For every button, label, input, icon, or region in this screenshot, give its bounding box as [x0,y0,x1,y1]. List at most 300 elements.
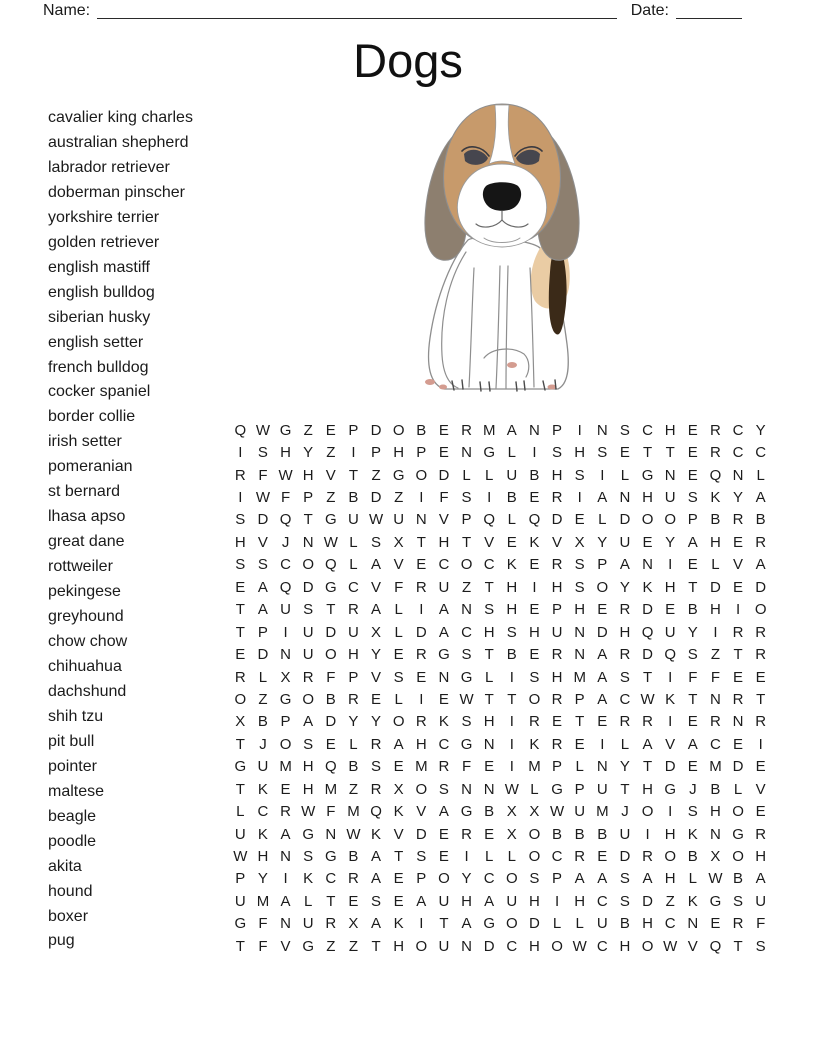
grid-letter: H [506,578,518,596]
grid-letter: V [325,466,336,484]
grid-letter: P [280,713,291,731]
grid-letter: R [348,601,359,619]
grid-letter: U [619,825,631,843]
grid-letter: Z [348,780,359,798]
grid-letter: T [642,668,653,686]
grid-letter: Y [257,870,268,888]
grid-letter: A [687,533,698,551]
grid-letter: R [574,848,586,866]
grid-letter: N [483,735,495,753]
grid-letter: R [551,690,563,708]
grid-letter: A [371,556,382,574]
grid-letter: Q [528,511,541,529]
grid-letter: K [371,825,382,843]
grid-letter: I [419,915,424,933]
grid-letter: E [438,421,449,439]
grid-letter: H [438,533,450,551]
grid-letter: T [507,690,517,708]
grid-letter: E [687,421,698,439]
grid-letter: I [577,421,582,439]
grid-letter: G [302,825,315,843]
grid-letter: C [325,870,337,888]
word-item: irish setter [48,433,122,451]
grid-letter: W [368,511,384,529]
word-list [48,106,238,954]
grid-letter: H [710,601,721,619]
grid-letter: R [415,713,427,731]
grid-letter: L [485,668,494,686]
word-item: english mastiff [48,258,150,276]
grid-letter: H [642,489,653,507]
grid-letter: H [529,937,540,955]
grid-letter: B [348,848,359,866]
grid-letter: D [415,825,427,843]
grid-letter: K [529,735,540,753]
word-item: chow chow [48,633,128,651]
grid-letter: E [733,533,744,551]
grid-letter: L [620,466,630,484]
grid-letter: N [302,533,314,551]
grid-letter: L [756,466,765,484]
grid-letter: T [665,444,675,462]
grid-letter: X [393,533,404,551]
grid-letter: W [346,825,361,843]
grid-letter: H [574,892,586,910]
grid-letter: U [393,511,405,529]
grid-letter: L [258,668,268,686]
grid-letter: U [348,623,359,641]
grid-letter: S [235,556,246,574]
grid-letter: D [642,646,653,664]
grid-letter: E [280,780,291,798]
grid-letter: M [709,758,722,776]
grid-letter: S [257,556,268,574]
grid-letter: U [257,758,269,776]
grid-letter: D [596,623,608,641]
grid-letter: O [732,803,744,821]
grid-letter: A [619,556,630,574]
grid-letter: H [574,444,586,462]
grid-letter: A [438,623,449,641]
grid-letter: H [393,937,405,955]
grid-letter: M [324,780,338,798]
grid-letter: E [755,803,766,821]
beagle-illustration [412,100,592,400]
grid-letter: F [756,915,766,933]
grid-letter: Z [710,646,721,664]
grid-letter: L [236,803,245,821]
grid-letter: S [235,511,246,529]
grid-letter: A [303,713,314,731]
grid-letter: I [577,489,582,507]
grid-letter: D [642,601,653,619]
grid-letter: G [234,758,247,776]
grid-letter: H [664,421,676,439]
grid-letter: T [371,937,381,955]
grid-letter: K [642,578,653,596]
grid-letter: K [687,825,698,843]
grid-letter: J [689,780,697,798]
grid-letter: N [642,556,653,574]
grid-letter: T [235,780,245,798]
grid-letter: F [258,915,268,933]
grid-letter: U [619,533,631,551]
grid-letter: W [459,690,474,708]
grid-letter: W [640,690,655,708]
grid-letter: B [257,713,268,731]
grid-letter: E [665,601,676,619]
grid-letter: K [257,780,268,798]
grid-letter: G [732,825,744,843]
grid-letter: T [461,533,472,551]
grid-letter: U [506,466,518,484]
grid-letter: E [733,668,744,686]
grid-letter: E [642,533,653,551]
grid-letter: W [663,937,678,955]
grid-letter: N [461,444,472,462]
grid-letter: E [393,758,404,776]
grid-letter: T [394,848,404,866]
grid-letter: L [349,735,358,753]
grid-letter: H [664,578,676,596]
word-item: chihuahua [48,657,122,675]
grid-letter: I [351,444,356,462]
grid-letter: E [755,668,766,686]
grid-letter: N [574,623,586,641]
grid-letter: U [664,489,676,507]
grid-letter: A [642,870,653,888]
grid-letter: D [257,646,269,664]
grid-letter: N [280,915,291,933]
grid-letter: C [438,735,450,753]
grid-letter: S [574,556,585,574]
grid-letter: U [596,915,608,933]
grid-letter: C [506,937,518,955]
grid-letter: C [664,915,676,933]
grid-letter: P [574,690,585,708]
grid-letter: B [552,825,563,843]
grid-letter: P [597,556,608,574]
grid-letter: I [668,803,673,821]
grid-letter: A [484,892,495,910]
grid-letter: X [506,803,517,821]
grid-letter: I [509,713,514,731]
grid-letter: H [461,892,472,910]
grid-letter: N [710,825,721,843]
grid-letter: G [460,668,473,686]
grid-letter: B [733,870,744,888]
grid-letter: I [464,848,469,866]
grid-letter: B [619,915,630,933]
grid-letter: U [438,892,450,910]
grid-letter: A [597,870,608,888]
grid-letter: B [325,690,336,708]
grid-letter: S [619,421,630,439]
grid-letter: H [642,915,653,933]
grid-letter: O [324,646,337,664]
grid-letter: E [597,601,608,619]
grid-letter: N [415,511,427,529]
grid-letter: A [438,803,449,821]
grid-letter: S [438,780,449,798]
grid-letter: C [438,556,450,574]
grid-letter: R [234,668,246,686]
grid-letter: K [687,892,698,910]
grid-letter: E [597,848,608,866]
grid-letter: C [619,690,631,708]
grid-letter: N [732,713,744,731]
grid-letter: R [732,915,744,933]
grid-letter: R [234,466,246,484]
grid-letter: E [416,556,427,574]
grid-letter: B [506,489,517,507]
grid-letter: U [280,601,291,619]
grid-letter: B [484,803,495,821]
grid-letter: T [484,646,494,664]
grid-letter: O [596,578,609,596]
grid-letter: N [461,780,472,798]
grid-letter: S [529,870,540,888]
grid-letter: K [665,690,676,708]
grid-letter: E [529,556,540,574]
grid-letter: C [732,444,744,462]
word-item: border collie [48,408,136,426]
grid-letter: E [552,713,563,731]
grid-letter: L [711,556,720,574]
grid-letter: Y [303,444,314,462]
grid-letter: G [641,466,654,484]
grid-letter: E [710,915,721,933]
grid-letter: Z [258,690,268,708]
grid-letter: A [642,735,653,753]
grid-letter: H [483,713,495,731]
grid-letter: G [324,578,337,596]
grid-letter: S [687,646,698,664]
grid-letter: P [552,870,563,888]
grid-letter: N [574,646,586,664]
grid-letter: A [393,735,404,753]
grid-letter: O [528,848,541,866]
grid-letter: H [302,758,314,776]
grid-letter: S [619,870,630,888]
grid-letter: A [371,915,382,933]
grid-letter: U [302,915,314,933]
grid-letter: A [257,578,268,596]
grid-letter: B [687,848,698,866]
grid-letter: S [733,892,744,910]
grid-letter: D [619,511,631,529]
grid-letter: T [484,690,494,708]
grid-letter: O [302,556,315,574]
grid-letter: B [348,489,359,507]
grid-letter: R [642,848,653,866]
grid-letter: D [664,758,676,776]
grid-letter: I [509,758,514,776]
grid-letter: Y [348,713,359,731]
grid-letter: A [257,601,268,619]
grid-letter: A [371,870,382,888]
grid-letter: V [438,511,449,529]
grid-letter: O [279,735,292,753]
grid-letter: E [393,892,404,910]
grid-letter: U [506,892,518,910]
grid-letter: R [370,735,382,753]
grid-letter: X [710,848,721,866]
grid-letter: A [597,646,608,664]
puzzle-title: Dogs [353,34,463,87]
grid-letter: O [641,937,654,955]
grid-letter: U [551,623,563,641]
grid-letter: V [665,735,676,753]
grid-letter: E [393,870,404,888]
grid-letter: Q [709,466,722,484]
grid-letter: E [619,444,630,462]
grid-letter: G [460,803,473,821]
grid-letter: I [554,892,560,910]
grid-letter: H [551,466,563,484]
grid-letter: E [438,825,449,843]
grid-letter: L [349,533,358,551]
grid-letter: I [283,623,288,641]
grid-letter: U [234,892,246,910]
grid-letter: R [755,623,767,641]
grid-letter: S [371,892,382,910]
grid-letter: L [485,466,494,484]
grid-letter: E [687,556,698,574]
grid-letter: F [394,578,404,596]
grid-letter: N [280,646,291,664]
word-item: shih tzu [48,707,104,725]
grid-letter: M [573,668,586,686]
grid-letter: T [756,690,766,708]
grid-letter: S [303,601,314,619]
grid-letter: B [506,646,517,664]
grid-letter: S [619,668,630,686]
grid-letter: O [438,870,450,888]
grid-letter: H [348,646,359,664]
grid-letter: B [755,511,766,529]
grid-letter: Q [279,511,292,529]
grid-letter: H [710,533,721,551]
grid-letter: N [483,780,495,798]
grid-letter: O [528,825,541,843]
grid-letter: O [234,690,247,708]
grid-letter: G [483,444,496,462]
word-item: yorkshire terrier [48,208,160,226]
grid-letter: R [302,668,314,686]
grid-letter: E [325,421,336,439]
grid-letter: R [619,713,631,731]
grid-letter: C [348,578,359,596]
grid-letter: R [415,578,427,596]
grid-letter: O [664,511,677,529]
grid-letter: Z [326,489,336,507]
grid-letter: S [619,892,630,910]
grid-letter: Z [665,892,675,910]
grid-letter: E [416,668,427,686]
grid-letter: R [642,713,653,731]
word-item: pekingese [48,583,121,601]
grid-letter: E [438,690,449,708]
grid-letter: E [529,601,540,619]
grid-letter: W [504,780,519,798]
grid-letter: Q [324,556,337,574]
grid-letter: S [552,444,563,462]
word-item: beagle [48,807,97,825]
grid-letter: R [551,735,563,753]
word-item: cavalier king charles [48,109,193,126]
grid-letter: E [348,892,359,910]
grid-letter: X [371,623,382,641]
grid-letter: W [278,466,293,484]
grid-letter: R [710,421,721,439]
grid-letter: D [755,578,767,596]
grid-letter: R [280,803,291,821]
grid-letter: N [596,421,608,439]
grid-letter: S [461,646,472,664]
grid-letter: P [461,511,472,529]
grid-letter: P [257,623,268,641]
grid-letter: S [416,848,427,866]
grid-letter: S [393,668,404,686]
grid-letter: A [574,870,585,888]
word-item: labrador retriever [48,158,170,176]
grid-letter: B [574,825,585,843]
grid-letter: C [461,623,472,641]
grid-letter: H [710,803,721,821]
grid-letter: L [507,444,516,462]
grid-letter: T [484,578,494,596]
grid-letter: E [371,690,382,708]
grid-letter: X [506,825,517,843]
grid-letter: L [349,556,358,574]
grid-letter: R [755,646,767,664]
grid-letter: S [597,444,608,462]
grid-letter: D [438,466,450,484]
word-item: australian shepherd [48,133,189,151]
grid-letter: N [710,690,721,708]
word-item: dachshund [48,682,127,700]
name-blank-line [97,3,617,19]
grid-letter: X [235,713,246,731]
word-item: akita [48,857,82,875]
grid-letter: B [597,825,608,843]
word-item: siberian husky [48,308,151,326]
grid-letter: V [552,533,563,551]
grid-letter: I [238,444,243,462]
grid-letter: E [235,646,246,664]
grid-letter: T [439,915,449,933]
grid-letter: U [438,937,450,955]
word-item: great dane [48,533,125,551]
grid-letter: P [348,421,359,439]
grid-letter: L [507,511,516,529]
grid-letter: E [529,489,540,507]
grid-letter: O [302,690,315,708]
grid-letter: O [505,915,518,933]
grid-letter: E [506,533,517,551]
grid-letter: H [664,825,676,843]
grid-letter: R [710,713,721,731]
grid-letter: L [394,623,403,641]
grid-letter: I [713,623,718,641]
grid-letter: H [755,848,767,866]
grid-letter: Z [348,937,359,955]
grid-letter: L [507,848,516,866]
grid-letter: S [303,735,314,753]
grid-letter: O [392,713,405,731]
grid-letter: A [371,601,382,619]
